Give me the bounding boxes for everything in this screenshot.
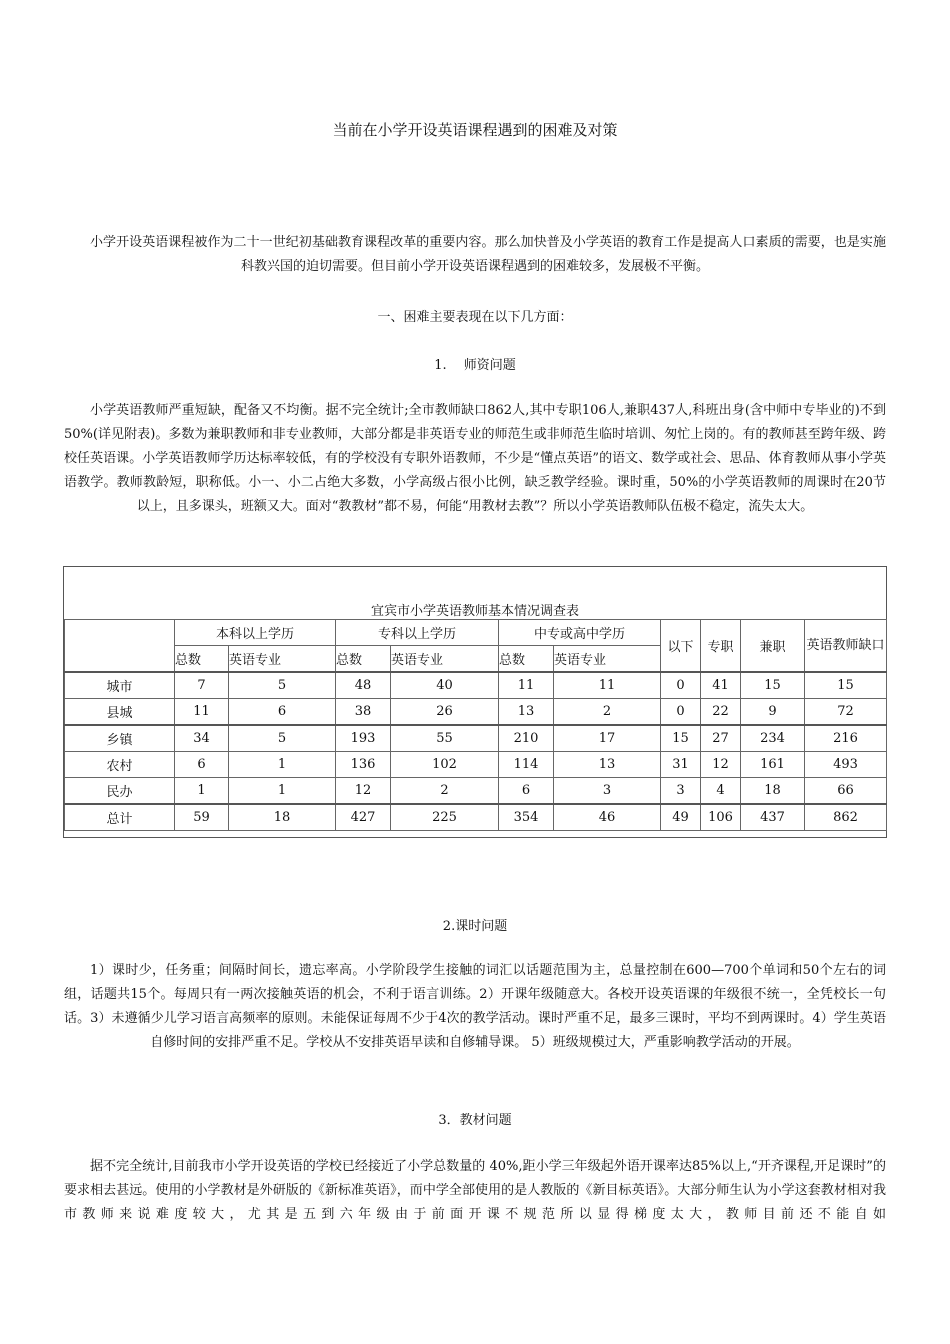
table-row xyxy=(65,752,887,778)
table-cell: 12 xyxy=(336,778,391,805)
table-row xyxy=(65,699,887,726)
header-college: 专科以上学历 xyxy=(336,620,499,646)
table-cell: 31 xyxy=(661,752,701,778)
table-cell: 11 xyxy=(554,672,661,699)
table-row xyxy=(65,672,887,699)
table-cell: 161 xyxy=(741,752,805,778)
heading-class-hours: 2.课时问题 xyxy=(442,919,508,934)
table-cell: 59 xyxy=(175,804,229,831)
table-cell: 72 xyxy=(805,699,887,726)
subheader-english: 英语专业 xyxy=(229,646,336,673)
paragraph-teachers: 小学英语教师严重短缺，配备又不均衡。据不完全统计;全市教师缺口862人,其中专职106人,兼职437人,科班出身(含中师中专毕业的)不到50%(详见附表)。多数为兼职教师和非专业教师，大部分都是非英语专业的师范生或非师范生临时培训、匆忙上岗的。有的教师甚至跨年级、跨校任英语课。小学英语教师学历达标率较低，有的学校没有专职外语教师，不少是“懂点英语”的语文、数学或社会、思品、体育教师从事小学英语教学。教师教龄短，职称低。小一、小二占绝大多数，小学高级占很小比例，缺乏教学经验。课时重，50%的小学英语教师的周课时在20节以上，且多课头，班额又大。面对“教教材”都不易，何能“用教材去教”？所以小学英语教师队伍极不稳定，流失太大。 xyxy=(64,403,886,514)
table-cell: 40 xyxy=(391,672,499,699)
table-caption: 宜宾市小学英语教师基本情况调查表 xyxy=(370,604,579,619)
table-cell: 6 xyxy=(175,752,229,778)
table-cell: 6 xyxy=(499,778,554,805)
row-label: 城市 xyxy=(65,672,175,699)
header-below: 以下 xyxy=(661,620,701,673)
table-cell: 15 xyxy=(805,672,887,699)
table-cell: 11 xyxy=(499,672,554,699)
table-cell: 26 xyxy=(391,699,499,726)
table-cell: 6 xyxy=(229,699,336,726)
table-cell: 18 xyxy=(229,804,336,831)
paragraph-textbooks: 据不完全统计,目前我市小学开设英语的学校已经接近了小学总数量的 40%,距小学三年级起外语开课率达85%以上,“开齐课程,开足课时”的要求相去甚远。使用的小学教材是外研版的《新标准英语》，而中学全部使用的是人教版的《新目标英语》。大部分师生认为小学这套教材相对我市教师来说难度较大，尤其是五到六年级由于前面开课不规范所以显得梯度太大，教师目前还不能自如 xyxy=(64,1159,886,1222)
table-cell: 354 xyxy=(499,804,554,831)
table-cell: 114 xyxy=(499,752,554,778)
table-cell: 225 xyxy=(391,804,499,831)
table-cell: 11 xyxy=(175,699,229,726)
table-cell: 3 xyxy=(661,778,701,805)
row-label: 民办 xyxy=(65,778,175,805)
paragraph-class-hours: 1）课时少，任务重；间隔时间长，遗忘率高。小学阶段学生接触的词汇以话题范围为主，总量控制在600—700个单词和50个左右的词组，话题共15个。每周只有一两次接触英语的机会，不利于语言训练。2）开课年级随意大。各校开设英语课的年级很不统一，全凭校长一句话。3）未遵循少儿学习语言高频率的原则。未能保证每周不少于4次的教学活动。课时严重不足，最多三课时，平均不到两课时。4）学生英语自修时间的安排严重不足。学校从不安排英语早读和自修辅导课。 5）班级规模过大，严重影响教学活动的开展。 xyxy=(64,963,886,1050)
table-cell: 2 xyxy=(554,699,661,726)
table-cell: 493 xyxy=(805,752,887,778)
table-cell: 27 xyxy=(701,725,741,752)
table-row xyxy=(65,725,887,752)
document-title: 当前在小学开设英语课程遇到的困难及对策 xyxy=(332,121,618,139)
row-label: 农村 xyxy=(65,752,175,778)
table-cell: 136 xyxy=(336,752,391,778)
table-cell: 15 xyxy=(741,672,805,699)
header-parttime: 兼职 xyxy=(741,620,805,673)
table-cell: 216 xyxy=(805,725,887,752)
table-cell: 106 xyxy=(701,804,741,831)
table-cell: 12 xyxy=(701,752,741,778)
header-row xyxy=(65,620,887,646)
header-bachelor: 本科以上学历 xyxy=(175,620,336,646)
table-cell: 13 xyxy=(554,752,661,778)
table-cell: 41 xyxy=(701,672,741,699)
header-shortage: 英语教师缺口 xyxy=(805,620,887,673)
table-cell: 46 xyxy=(554,804,661,831)
header-blank-cell xyxy=(65,620,175,673)
table-cell: 49 xyxy=(661,804,701,831)
table-cell: 38 xyxy=(336,699,391,726)
heading-textbooks: 3．教材问题 xyxy=(438,1113,512,1128)
survey-table-frame xyxy=(63,566,887,838)
table-cell: 55 xyxy=(391,725,499,752)
table-cell: 234 xyxy=(741,725,805,752)
heading-teachers: 1. 师资问题 xyxy=(434,358,516,373)
section-heading: 一、困难主要表现在以下几方面： xyxy=(377,310,573,325)
subheader-total: 总数 xyxy=(175,646,229,673)
subheader-total: 总数 xyxy=(499,646,554,673)
table-cell: 2 xyxy=(391,778,499,805)
table-cell: 15 xyxy=(661,725,701,752)
header-secondary: 中专或高中学历 xyxy=(499,620,661,646)
table-cell: 48 xyxy=(336,672,391,699)
table-cell: 3 xyxy=(554,778,661,805)
table-cell: 34 xyxy=(175,725,229,752)
table-cell: 0 xyxy=(661,672,701,699)
row-label: 总计 xyxy=(65,804,175,831)
table-cell: 18 xyxy=(741,778,805,805)
table-cell: 4 xyxy=(701,778,741,805)
row-label: 县城 xyxy=(65,699,175,726)
table-cell: 5 xyxy=(229,672,336,699)
table-cell: 1 xyxy=(175,778,229,805)
table-cell: 427 xyxy=(336,804,391,831)
intro-paragraph: 小学开设英语课程被作为二十一世纪初基础教育课程改革的重要内容。那么加快普及小学英语的教育工作是提高人口素质的需要，也是实施科教兴国的迫切需要。但目前小学开设英语课程遇到的困难较多，发展极不平衡。 xyxy=(90,235,886,274)
table-cell: 13 xyxy=(499,699,554,726)
subheader-total: 总数 xyxy=(336,646,391,673)
row-label: 乡镇 xyxy=(65,725,175,752)
table-cell: 1 xyxy=(229,778,336,805)
table-cell: 9 xyxy=(741,699,805,726)
table-cell: 5 xyxy=(229,725,336,752)
table-cell: 862 xyxy=(805,804,887,831)
table-cell: 437 xyxy=(741,804,805,831)
table-cell: 102 xyxy=(391,752,499,778)
table-cell: 193 xyxy=(336,725,391,752)
subheader-english: 英语专业 xyxy=(391,646,499,673)
table-row-total xyxy=(65,804,887,831)
subheader-english: 英语专业 xyxy=(554,646,661,673)
survey-table xyxy=(64,619,887,831)
table-cell: 0 xyxy=(661,699,701,726)
table-cell: 66 xyxy=(805,778,887,805)
table-row xyxy=(65,778,887,805)
table-cell: 22 xyxy=(701,699,741,726)
table-cell: 210 xyxy=(499,725,554,752)
table-cell: 17 xyxy=(554,725,661,752)
table-cell: 1 xyxy=(229,752,336,778)
header-fulltime: 专职 xyxy=(701,620,741,673)
table-cell: 7 xyxy=(175,672,229,699)
